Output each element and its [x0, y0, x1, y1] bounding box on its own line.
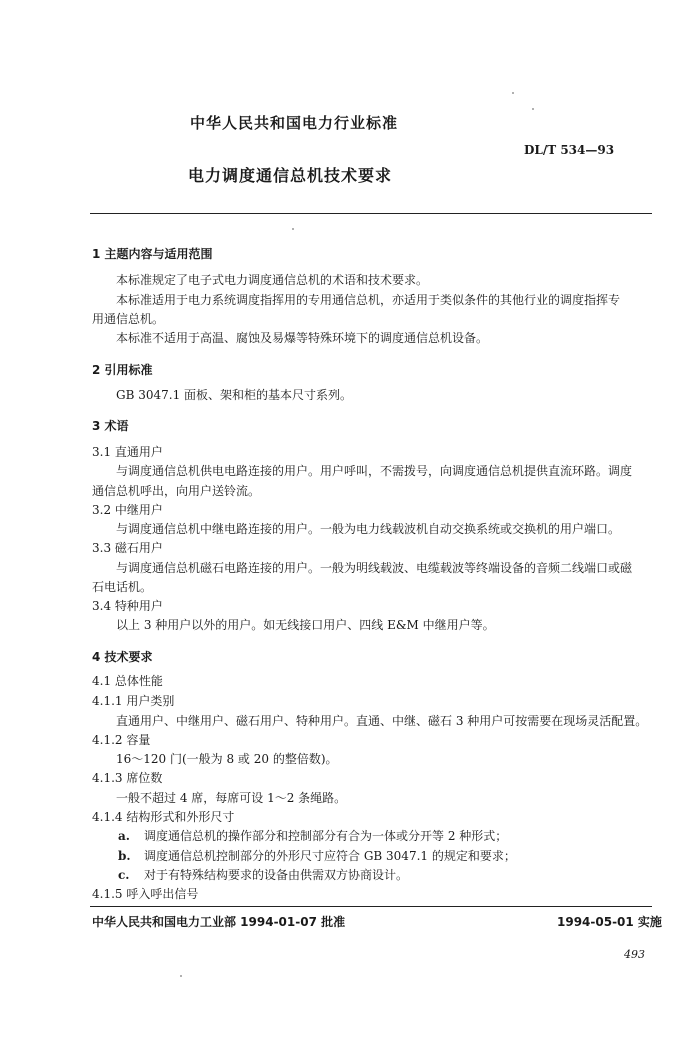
subsection-heading: 4.1.3 席位数: [92, 771, 163, 785]
subsection-heading: 4.1.2 容量: [92, 733, 151, 747]
list-marker: b.: [118, 849, 131, 863]
section-2-heading: 2 引用标准: [92, 363, 153, 377]
section-3-paragraph: 以上 3 种用户以外的用户。如无线接口用户、四线 E&M 中继用户等。: [116, 618, 495, 632]
list-item: 调度通信总机控制部分的外形尺寸应符合 GB 3047.1 的规定和要求；: [144, 849, 516, 863]
implementation-date: 1994-05-01 实施: [557, 915, 662, 929]
page-number: 493: [624, 948, 645, 961]
list-marker: a.: [118, 829, 130, 843]
scan-speck: [532, 108, 534, 110]
footer-rule: [90, 906, 652, 907]
subsection-heading: 4.1.1 用户类别: [92, 694, 175, 708]
section-3-paragraph: 与调度通信总机供电电路连接的用户。用户呼叫，不需拨号，向调度通信总机提供直流环路。调度: [116, 464, 633, 478]
subsection-heading: 3.3 磁石用户: [92, 541, 163, 555]
approval-line: 中华人民共和国电力工业部 1994-01-07 批准: [92, 915, 346, 929]
section-3-heading: 3 术语: [92, 419, 129, 433]
section-4-paragraph: 一般不超过 4 席，每席可设 1～2 条绳路。: [116, 791, 347, 805]
section-1-paragraph: 用通信总机。: [92, 312, 165, 326]
document-title: 电力调度通信总机技术要求: [188, 166, 393, 185]
section-1-paragraph: 本标准不适用于高温、腐蚀及易爆等特殊环境下的调度通信总机设备。: [116, 331, 489, 345]
scan-speck: [512, 92, 514, 94]
section-4-paragraph: 16～120 门(一般为 8 或 20 的整倍数)。: [116, 752, 338, 766]
section-1-paragraph: 本标准适用于电力系统调度指挥用的专用通信总机，亦适用于类似条件的其他行业的调度指挥专: [116, 293, 621, 307]
section-1-heading: 1 主题内容与适用范围: [92, 247, 213, 261]
section-2-paragraph: GB 3047.1 面板、架和柜的基本尺寸系列。: [116, 388, 353, 402]
standard-code: DL/T 534—93: [524, 143, 615, 157]
subsection-heading: 4.1.4 结构形式和外形尺寸: [92, 810, 235, 824]
section-3-paragraph: 与调度通信总机磁石电路连接的用户。一般为明线载波、电缆载波等终端设备的音频二线端口或磁: [116, 561, 633, 575]
section-4-heading: 4 技术要求: [92, 650, 153, 664]
section-3-paragraph: 石电话机。: [92, 580, 153, 594]
scan-speck: [292, 228, 294, 230]
section-1-paragraph: 本标准规定了电子式电力调度通信总机的术语和技术要求。: [116, 273, 429, 287]
subsection-heading: 4.1 总体性能: [92, 674, 163, 688]
subsection-heading: 3.4 特种用户: [92, 599, 163, 613]
subsection-heading: 3.2 中继用户: [92, 503, 163, 517]
list-marker: c.: [118, 868, 130, 882]
scan-speck: [180, 975, 182, 977]
list-item: 对于有特殊结构要求的设备由供需双方协商设计。: [144, 868, 409, 882]
standard-org-title: 中华人民共和国电力行业标准: [190, 114, 399, 132]
section-3-paragraph: 通信总机呼出，向用户送铃流。: [92, 484, 261, 498]
list-item: 调度通信总机的操作部分和控制部分有合为一体或分开等 2 种形式；: [144, 829, 508, 843]
subsection-heading: 4.1.5 呼入呼出信号: [92, 887, 199, 901]
section-4-paragraph: 直通用户、中继用户、磁石用户、特种用户。直通、中继、磁石 3 种用户可按需要在现场灵活配置。: [116, 714, 648, 728]
subsection-heading: 3.1 直通用户: [92, 445, 163, 459]
header-rule: [90, 213, 652, 214]
section-3-paragraph: 与调度通信总机中继电路连接的用户。一般为电力线载波机自动交换系统或交换机的用户端口。: [116, 522, 621, 536]
